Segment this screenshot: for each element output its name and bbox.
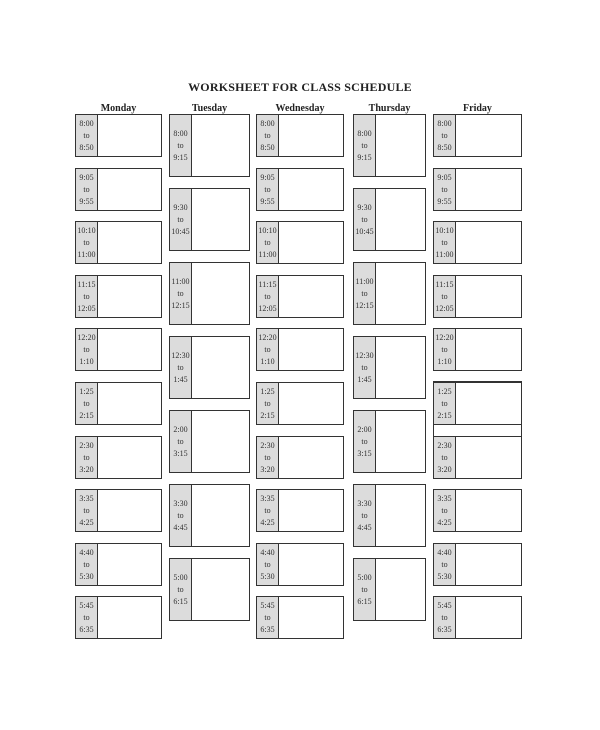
time-label [434,597,456,638]
time-slot [433,596,522,639]
start-time: 2:00 [357,424,372,434]
class-entry-cell[interactable] [192,337,249,398]
end-time: 12:15 [171,300,190,310]
to-label: to [264,452,271,462]
end-time: 4:25 [79,517,94,527]
time-slot [75,596,162,639]
time-slot [433,382,522,425]
start-time: 5:00 [173,572,188,582]
time-label [170,559,192,620]
end-time: 6:35 [437,624,452,634]
class-entry-cell[interactable] [456,544,521,585]
class-entry-cell[interactable] [98,437,161,478]
time-label [76,329,98,370]
time-slot [169,336,250,399]
start-time: 9:05 [437,172,452,182]
start-time: 8:00 [173,128,188,138]
end-time: 1:10 [437,356,452,366]
end-time: 10:45 [171,226,190,236]
time-label [170,263,192,324]
start-time: 1:25 [260,386,275,396]
time-slot [256,543,344,586]
to-label: to [177,214,184,224]
end-time: 1:10 [79,356,94,366]
time-label [76,544,98,585]
end-time: 6:15 [173,596,188,606]
time-label [257,276,279,317]
to-label: to [441,452,448,462]
start-time: 8:00 [357,128,372,138]
time-slot [433,328,522,371]
start-time: 12:20 [77,332,96,342]
class-entry-cell[interactable] [376,559,425,620]
time-slot [256,382,344,425]
start-time: 11:00 [171,276,190,286]
to-label: to [177,436,184,446]
to-label: to [441,344,448,354]
class-entry-cell[interactable] [456,490,521,531]
end-time: 1:45 [357,374,372,384]
to-label: to [441,291,448,301]
time-slot [353,484,426,547]
class-entry-cell[interactable] [192,263,249,324]
end-time: 9:15 [173,152,188,162]
start-time: 4:40 [79,547,94,557]
class-entry-cell[interactable] [98,115,161,156]
time-label [257,490,279,531]
time-label [434,329,456,370]
time-slot [256,436,344,479]
to-label: to [264,184,271,194]
time-label [354,411,376,472]
class-entry-cell[interactable] [279,597,343,638]
end-time: 8:50 [437,142,452,152]
day-header-tuesday: Tuesday [191,103,228,114]
end-time: 4:25 [437,517,452,527]
time-label [76,597,98,638]
end-time: 12:15 [355,300,374,310]
time-slot [256,168,344,211]
end-time: 3:20 [437,464,452,474]
to-label: to [83,559,90,569]
end-time: 11:00 [435,249,454,259]
day-header-monday: Monday [100,103,137,114]
class-entry-cell[interactable] [279,544,343,585]
time-slot [75,275,162,318]
time-slot [353,410,426,473]
start-time: 8:00 [437,118,452,128]
start-time: 2:30 [260,440,275,450]
time-slot [433,221,522,264]
day-header-thursday: Thursday [368,103,411,114]
time-slot [353,558,426,621]
time-slot [169,558,250,621]
to-label: to [177,288,184,298]
to-label: to [264,291,271,301]
start-time: 5:45 [260,600,275,610]
end-time: 1:45 [173,374,188,384]
start-time: 12:20 [435,332,454,342]
start-time: 11:15 [77,279,96,289]
start-time: 12:20 [258,332,277,342]
start-time: 5:00 [357,572,372,582]
class-entry-cell[interactable] [192,189,249,250]
time-label [354,337,376,398]
to-label: to [83,398,90,408]
end-time: 8:50 [260,142,275,152]
end-time: 6:15 [357,596,372,606]
to-label: to [83,452,90,462]
end-time: 9:55 [260,196,275,206]
class-entry-cell[interactable] [279,383,343,424]
to-label: to [441,559,448,569]
time-label [170,337,192,398]
time-slot [353,336,426,399]
end-time: 5:30 [260,571,275,581]
end-time: 11:00 [77,249,96,259]
time-label [354,485,376,546]
class-entry-cell[interactable] [98,490,161,531]
time-label [434,276,456,317]
time-slot [353,188,426,251]
to-label: to [264,237,271,247]
end-time: 4:25 [260,517,275,527]
end-time: 12:05 [435,303,454,313]
end-time: 9:55 [79,196,94,206]
start-time: 4:40 [437,547,452,557]
class-entry-cell[interactable] [192,485,249,546]
start-time: 10:10 [258,225,277,235]
end-time: 8:50 [79,142,94,152]
start-time: 8:00 [260,118,275,128]
time-label [76,437,98,478]
time-slot [256,596,344,639]
to-label: to [361,288,368,298]
time-label [257,115,279,156]
end-time: 4:45 [357,522,372,532]
time-slot [75,328,162,371]
to-label: to [264,130,271,140]
start-time: 9:05 [79,172,94,182]
class-entry-cell[interactable] [376,337,425,398]
class-entry-cell[interactable] [376,263,425,324]
to-label: to [441,184,448,194]
time-slot [75,436,162,479]
time-slot [256,489,344,532]
time-label [170,411,192,472]
to-label: to [441,398,448,408]
time-label [170,115,192,176]
time-label [257,169,279,210]
class-entry-cell[interactable] [192,115,249,176]
class-entry-cell[interactable] [376,485,425,546]
class-entry-cell[interactable] [98,169,161,210]
to-label: to [441,237,448,247]
to-label: to [361,362,368,372]
day-header-wednesday: Wednesday [275,103,325,114]
time-slot [169,410,250,473]
start-time: 2:30 [437,440,452,450]
to-label: to [264,398,271,408]
class-entry-cell[interactable] [376,189,425,250]
time-label [257,383,279,424]
end-time: 5:30 [437,571,452,581]
start-time: 3:30 [173,498,188,508]
time-slot [433,436,522,479]
end-time: 3:15 [173,448,188,458]
time-slot [169,484,250,547]
start-time: 9:30 [173,202,188,212]
time-label [354,189,376,250]
time-label [76,115,98,156]
to-label: to [83,184,90,194]
page-title: WORKSHEET FOR CLASS SCHEDULE [188,80,412,94]
to-label: to [177,584,184,594]
start-time: 1:25 [79,386,94,396]
class-entry-cell[interactable] [456,597,521,638]
time-label [434,544,456,585]
class-entry-cell[interactable] [192,559,249,620]
end-time: 6:35 [260,624,275,634]
class-entry-cell[interactable] [456,169,521,210]
end-time: 2:15 [260,410,275,420]
time-slot [169,262,250,325]
time-slot [353,114,426,177]
to-label: to [83,237,90,247]
time-slot [433,275,522,318]
to-label: to [177,362,184,372]
time-slot [75,382,162,425]
start-time: 10:10 [77,225,96,235]
to-label: to [361,436,368,446]
time-label [257,597,279,638]
end-time: 2:15 [437,410,452,420]
time-label [76,222,98,263]
end-time: 12:05 [258,303,277,313]
end-time: 10:45 [355,226,374,236]
to-label: to [177,510,184,520]
time-slot [169,114,250,177]
class-entry-cell[interactable] [456,222,521,263]
class-entry-cell[interactable] [98,597,161,638]
start-time: 8:00 [79,118,94,128]
class-entry-cell[interactable] [456,437,521,478]
end-time: 9:15 [357,152,372,162]
end-time: 5:30 [79,571,94,581]
start-time: 12:30 [171,350,190,360]
time-slot [433,168,522,211]
to-label: to [83,130,90,140]
start-time: 11:15 [435,279,454,289]
time-label [257,544,279,585]
time-slot [75,543,162,586]
class-entry-cell[interactable] [98,383,161,424]
time-label [76,169,98,210]
time-slot [433,489,522,532]
start-time: 12:30 [355,350,374,360]
time-label [434,115,456,156]
time-label [434,169,456,210]
time-slot [433,543,522,586]
class-entry-cell[interactable] [279,276,343,317]
end-time: 4:45 [173,522,188,532]
time-label [434,383,456,424]
time-label [76,490,98,531]
class-entry-cell[interactable] [98,222,161,263]
class-entry-cell[interactable] [98,276,161,317]
time-slot [256,114,344,157]
class-entry-cell[interactable] [376,115,425,176]
to-label: to [264,344,271,354]
class-entry-cell[interactable] [456,329,521,370]
end-time: 12:05 [77,303,96,313]
day-header-friday: Friday [463,103,492,114]
class-entry-cell[interactable] [192,411,249,472]
start-time: 9:05 [260,172,275,182]
start-time: 3:35 [437,493,452,503]
time-label [170,189,192,250]
start-time: 3:30 [357,498,372,508]
time-label [434,222,456,263]
time-slot [75,489,162,532]
class-entry-cell[interactable] [456,115,521,156]
time-label [354,559,376,620]
end-time: 1:10 [260,356,275,366]
time-slot [75,168,162,211]
time-label [257,222,279,263]
to-label: to [177,140,184,150]
time-label [434,437,456,478]
to-label: to [361,510,368,520]
time-label [354,263,376,324]
class-entry-cell[interactable] [279,329,343,370]
start-time: 5:45 [437,600,452,610]
start-time: 11:00 [355,276,374,286]
end-time: 3:15 [357,448,372,458]
to-label: to [264,612,271,622]
start-time: 3:35 [260,493,275,503]
time-slot [256,328,344,371]
time-label [170,485,192,546]
time-label [354,115,376,176]
start-time: 10:10 [435,225,454,235]
end-time: 6:35 [79,624,94,634]
start-time: 11:15 [258,279,277,289]
class-entry-cell[interactable] [279,222,343,263]
to-label: to [361,584,368,594]
time-slot [75,114,162,157]
time-label [76,276,98,317]
class-entry-cell[interactable] [279,437,343,478]
class-entry-cell[interactable] [456,383,521,424]
to-label: to [361,214,368,224]
start-time: 3:35 [79,493,94,503]
to-label: to [83,344,90,354]
start-time: 5:45 [79,600,94,610]
class-entry-cell[interactable] [98,544,161,585]
end-time: 3:20 [260,464,275,474]
end-time: 9:55 [437,196,452,206]
class-entry-cell[interactable] [279,115,343,156]
class-entry-cell[interactable] [98,329,161,370]
end-time: 11:00 [258,249,277,259]
start-time: 4:40 [260,547,275,557]
time-slot [433,114,522,157]
class-entry-cell[interactable] [376,411,425,472]
to-label: to [361,140,368,150]
start-time: 2:00 [173,424,188,434]
time-slot [169,188,250,251]
time-slot [75,221,162,264]
start-time: 2:30 [79,440,94,450]
to-label: to [83,612,90,622]
end-time: 2:15 [79,410,94,420]
to-label: to [83,291,90,301]
to-label: to [441,612,448,622]
class-entry-cell[interactable] [456,276,521,317]
time-slot [256,275,344,318]
to-label: to [264,559,271,569]
class-entry-cell[interactable] [279,490,343,531]
time-slot [256,221,344,264]
end-time: 3:20 [79,464,94,474]
to-label: to [441,130,448,140]
to-label: to [264,505,271,515]
to-label: to [83,505,90,515]
time-label [257,329,279,370]
start-time: 9:30 [357,202,372,212]
time-label [257,437,279,478]
to-label: to [441,505,448,515]
time-label [434,490,456,531]
class-entry-cell[interactable] [279,169,343,210]
time-slot [353,262,426,325]
time-label [76,383,98,424]
start-time: 1:25 [437,386,452,396]
